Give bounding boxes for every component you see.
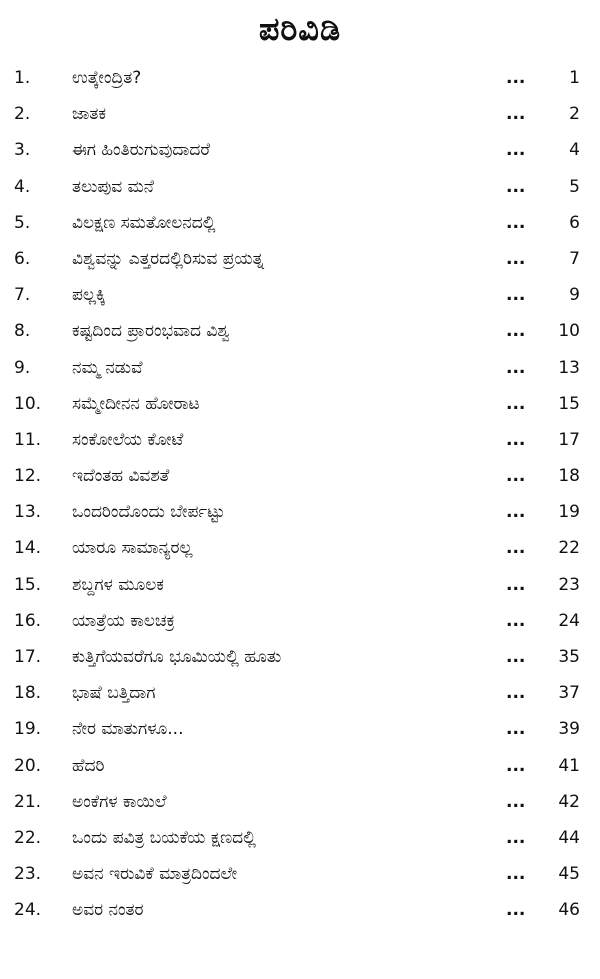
toc-entry-leader: ... xyxy=(506,248,526,269)
toc-entry-leader: ... xyxy=(506,719,526,740)
toc-entry xyxy=(0,386,600,422)
toc-entry-title: ಹೆದರಿ xyxy=(72,755,105,776)
toc-entry-leader: ... xyxy=(506,683,526,704)
toc-entry-leader: ... xyxy=(506,791,526,812)
toc-entry-number: 5. xyxy=(14,212,31,233)
toc-entry-title: ಜಾತಕ xyxy=(72,104,107,125)
toc-entry-leader: ... xyxy=(506,393,526,414)
toc-entry-page-number: 37 xyxy=(558,683,580,704)
toc-entry-page-number: 4 xyxy=(569,140,580,161)
toc-entry xyxy=(0,748,600,784)
toc-entry xyxy=(0,603,600,639)
toc-entry-title: ಸಂಕೋಲೆಯ ಕೋಟೆ xyxy=(72,429,184,450)
toc-entry-number: 23. xyxy=(14,864,42,885)
toc-entry-page-number: 6 xyxy=(569,212,580,233)
toc-entry-number: 16. xyxy=(14,610,42,631)
toc-entry-title: ಒಂದರಿಂದೊಂದು ಬೇರ್ಪಟ್ಟು xyxy=(72,502,225,523)
toc-entry-leader: ... xyxy=(506,755,526,776)
toc-entry-page-number: 41 xyxy=(558,755,580,776)
toc-entry-number: 13. xyxy=(14,502,42,523)
toc-entry-leader: ... xyxy=(506,104,526,125)
toc-entry xyxy=(0,675,600,711)
page-title: ಪರಿವಿಡಿ xyxy=(258,10,342,48)
toc-entry-number: 2. xyxy=(14,104,31,125)
toc-entry xyxy=(0,639,600,675)
toc-entry-page-number: 44 xyxy=(558,827,580,848)
toc-entry-number: 10. xyxy=(14,393,42,414)
toc-entry xyxy=(0,60,600,96)
toc-entry-leader: ... xyxy=(506,900,526,921)
toc-entry xyxy=(0,350,600,386)
toc-entry-title: ಶಬ್ದಗಳ ಮೂಲಕ xyxy=(72,574,164,595)
toc-entry-page-number: 39 xyxy=(558,719,580,740)
toc-entry xyxy=(0,494,600,530)
toc-entry-title: ಉತ್ಕೇಂದ್ರಿತ? xyxy=(72,68,142,88)
toc-entry-title: ಇದೆಂತಹ ವಿವಶತೆ xyxy=(72,466,170,487)
toc-entry xyxy=(0,132,600,168)
toc-entry-page-number: 22 xyxy=(558,538,580,559)
toc-entry xyxy=(0,567,600,603)
toc-entry-leader: ... xyxy=(506,610,526,631)
toc-entry-page-number: 45 xyxy=(558,864,580,885)
toc-entry-page-number: 13 xyxy=(558,357,580,378)
toc-entry-leader: ... xyxy=(506,321,526,342)
toc-entry-page-number: 2 xyxy=(569,104,580,125)
toc-entry-title: ಈಗ ಹಿಂತಿರುಗುವುದಾದರೆ xyxy=(72,140,211,161)
toc-entry-page-number: 7 xyxy=(569,248,580,269)
toc-entry-number: 21. xyxy=(14,791,42,812)
toc-entry-leader: ... xyxy=(506,538,526,559)
toc-entry-page-number: 10 xyxy=(558,321,580,342)
toc-entry-title: ಅವರ ನಂತರ xyxy=(72,900,144,921)
toc-entry-leader: ... xyxy=(506,357,526,378)
toc-entry-page-number: 1 xyxy=(569,68,580,88)
toc-entry-leader: ... xyxy=(506,285,526,306)
toc-entry-title: ನೇರ ಮಾತುಗಳೂ... xyxy=(72,719,184,740)
toc-entry xyxy=(0,169,600,205)
toc-entry-leader: ... xyxy=(506,176,526,197)
toc-entry-page-number: 35 xyxy=(558,647,580,667)
toc-entry xyxy=(0,241,600,277)
toc-entry-leader: ... xyxy=(506,864,526,885)
toc-entry-page-number: 46 xyxy=(558,900,580,921)
toc-entry-page-number: 42 xyxy=(558,791,580,812)
toc-entry xyxy=(0,856,600,892)
toc-entry xyxy=(0,313,600,349)
toc-entry-number: 1. xyxy=(14,68,31,88)
toc-entry-title: ಅಂಕೆಗಳ ಕಾಯಿಲೆ xyxy=(72,791,167,812)
toc-entry-number: 14. xyxy=(14,538,42,559)
toc-entry xyxy=(0,205,600,241)
toc-entry-leader: ... xyxy=(506,466,526,487)
toc-entry-number: 17. xyxy=(14,647,42,667)
toc-list xyxy=(0,60,600,929)
toc-entry-number: 7. xyxy=(14,285,31,306)
toc-entry-title: ಸಮ್ಮೇದೀನನ ಹೋರಾಟ xyxy=(72,393,200,414)
toc-entry-leader: ... xyxy=(506,140,526,161)
toc-entry-leader: ... xyxy=(506,429,526,450)
toc-entry-title: ಕಷ್ಟದಿಂದ ಪ್ರಾರಂಭವಾದ ವಿಶ್ವ xyxy=(72,321,230,342)
toc-entry xyxy=(0,96,600,132)
toc-entry-leader: ... xyxy=(506,212,526,233)
toc-entry-title: ವಿಶ್ವವನ್ನು ಎತ್ತರದಲ್ಲಿರಿಸುವ ಪ್ರಯತ್ನ xyxy=(72,248,264,269)
toc-entry-title: ತಲುಪುವ ಮನೆ xyxy=(72,176,154,197)
toc-entry xyxy=(0,892,600,928)
toc-entry-page-number: 19 xyxy=(558,502,580,523)
toc-entry-title: ಯಾರೂ ಸಾಮಾನ್ಯರಲ್ಲ xyxy=(72,538,193,559)
toc-entry-page-number: 17 xyxy=(558,429,580,450)
toc-entry-number: 24. xyxy=(14,900,42,921)
toc-entry-leader: ... xyxy=(506,502,526,523)
toc-entry-leader: ... xyxy=(506,647,526,667)
toc-entry-title: ಯಾತ್ರೆಯ ಕಾಲಚಕ್ರ xyxy=(72,610,175,631)
toc-entry-number: 18. xyxy=(14,683,42,704)
toc-entry-number: 20. xyxy=(14,755,42,776)
toc-entry-number: 15. xyxy=(14,574,42,595)
toc-entry-number: 22. xyxy=(14,827,42,848)
toc-entry xyxy=(0,784,600,820)
toc-entry-number: 3. xyxy=(14,140,31,161)
toc-entry-number: 9. xyxy=(14,357,31,378)
toc-entry-page-number: 15 xyxy=(558,393,580,414)
toc-entry-page-number: 18 xyxy=(558,466,580,487)
toc-entry-title: ಒಂದು ಪವಿತ್ರ ಬಯಕೆಯ ಕ್ಷಣದಲ್ಲಿ xyxy=(72,827,256,848)
toc-entry-number: 6. xyxy=(14,248,31,269)
toc-entry xyxy=(0,711,600,747)
toc-entry-title: ವಿಲಕ್ಷಣ ಸಮತೋಲನದಲ್ಲಿ xyxy=(72,212,216,233)
toc-entry-title: ಪಲ್ಲಕ್ಕಿ xyxy=(72,285,106,306)
toc-entry xyxy=(0,530,600,566)
toc-entry-page-number: 24 xyxy=(558,610,580,631)
toc-entry xyxy=(0,277,600,313)
toc-entry-page-number: 23 xyxy=(558,574,580,595)
toc-entry-title: ನಮ್ಮ ನಡುವೆ xyxy=(72,357,143,378)
toc-entry-page-number: 5 xyxy=(569,176,580,197)
toc-entry-number: 4. xyxy=(14,176,31,197)
toc-entry-page-number: 9 xyxy=(569,285,580,306)
toc-entry-number: 8. xyxy=(14,321,31,342)
toc-entry-title: ಭಾಷೆ ಬತ್ತಿದಾಗ xyxy=(72,683,156,704)
toc-entry xyxy=(0,820,600,856)
toc-entry-number: 12. xyxy=(14,466,42,487)
toc-entry xyxy=(0,458,600,494)
toc-entry-leader: ... xyxy=(506,827,526,848)
toc-entry-leader: ... xyxy=(506,68,526,88)
toc-entry-number: 11. xyxy=(14,429,42,450)
toc-entry xyxy=(0,422,600,458)
toc-entry-leader: ... xyxy=(506,574,526,595)
toc-entry-title: ಕುತ್ತಿಗೆಯವರೆಗೂ ಭೂಮಿಯಲ್ಲಿ ಹೂತು xyxy=(72,647,282,667)
toc-entry-number: 19. xyxy=(14,719,42,740)
toc-entry-title: ಅವನ ಇರುವಿಕೆ ಮಾತ್ರದಿಂದಲೇ xyxy=(72,864,238,885)
